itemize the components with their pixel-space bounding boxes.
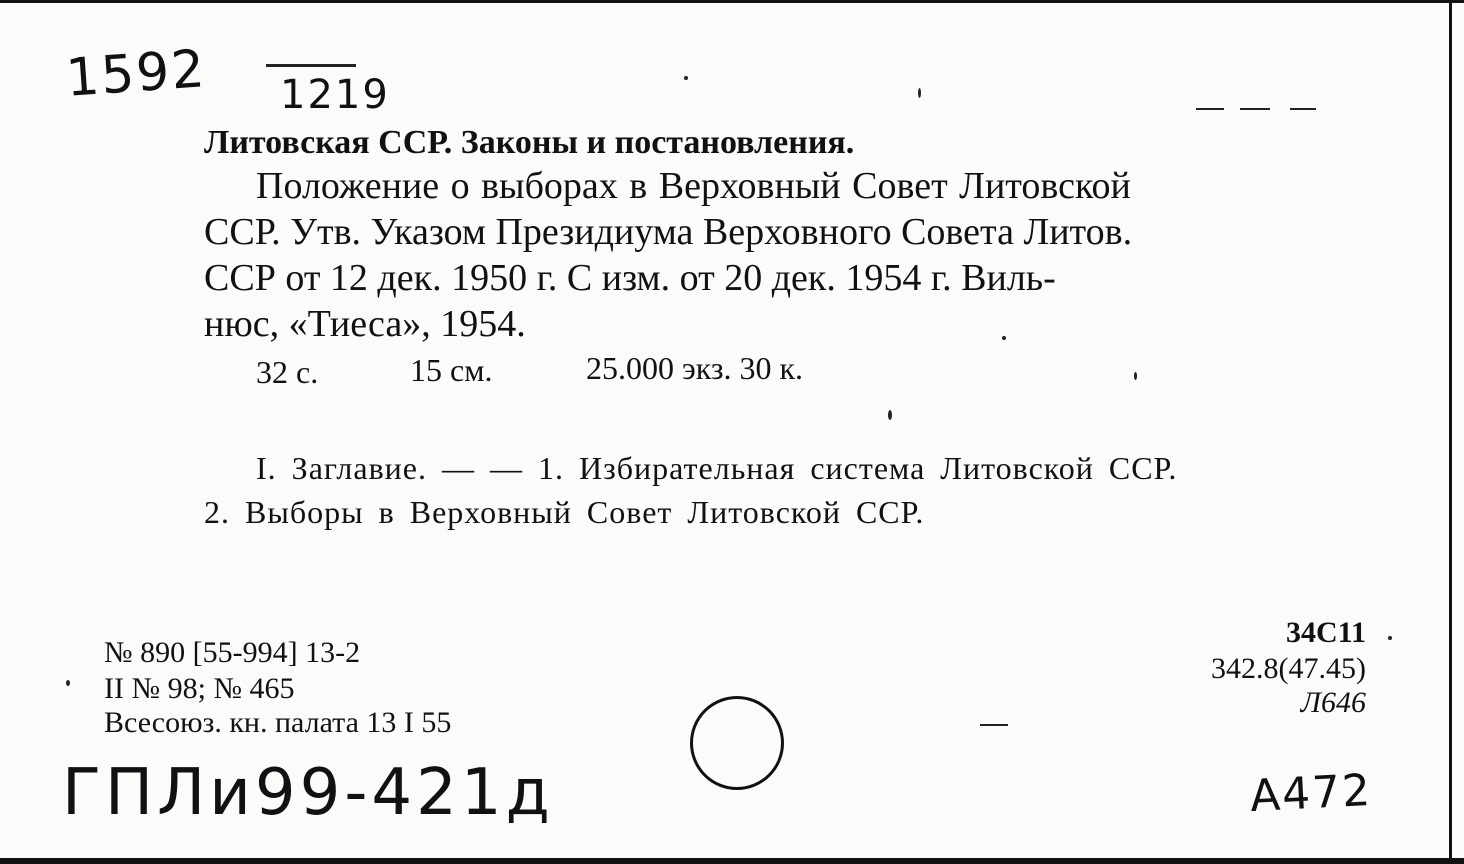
handwritten-inventory-number: ГПЛи99-421д: [62, 756, 554, 830]
card-bottom-edge: [0, 858, 1464, 864]
stamp-circle-icon: [690, 696, 784, 790]
handwritten-fraction: 1219: [280, 72, 390, 118]
size: 15 см.: [410, 352, 493, 388]
card-heading: Литовская ССР. Законы и постановления.: [204, 124, 855, 161]
scan-speck: [918, 88, 921, 98]
classification-code-1: 34С11: [1285, 616, 1366, 649]
subject-line-2: 2. Выборы в Верховный Совет Литовской ССР.: [204, 494, 925, 530]
subject-line-1: I. Заглавие. — — 1. Избирательная система Литовской ССР.: [256, 450, 1178, 486]
scan-dash: [1196, 108, 1224, 110]
scan-speck: [66, 680, 70, 686]
body-line-3: ССР от 12 дек. 1950 г. С изм. от 20 дек. 1954 г. Виль-: [204, 257, 1056, 299]
print-run: 25.000 экз. 30 к.: [586, 350, 804, 386]
scan-speck: [684, 76, 688, 80]
scan-speck: [888, 410, 892, 420]
pages: 32 с.: [256, 354, 319, 390]
scan-speck: [1134, 372, 1137, 380]
fraction-bar: [266, 64, 356, 67]
registry-line-1: № 890 [55-994] 13-2: [104, 636, 361, 669]
scan-speck: [1388, 636, 1392, 640]
classification-code-2: 342.8(47.45): [1211, 652, 1366, 685]
card-right-edge: [1449, 0, 1452, 864]
scan-dash: [980, 724, 1008, 726]
card-top-edge: [0, 0, 1464, 3]
scan-dash: [1240, 108, 1270, 110]
handwritten-code: А472: [1248, 764, 1374, 823]
body-line-1: Положение о выборах в Верховный Совет Литовской: [256, 165, 1131, 207]
scan-dash: [1290, 108, 1316, 110]
classification-code-3: Л646: [1300, 686, 1366, 719]
scan-speck: [1002, 336, 1006, 340]
body-line-4: нюс, «Тиеса», 1954.: [204, 303, 526, 345]
registry-line-2: II № 98; № 465: [104, 672, 295, 705]
body-line-2: ССР. Утв. Указом Президиума Верховного Совета Литов.: [204, 211, 1133, 253]
handwritten-shelf-number: 1592: [64, 39, 209, 109]
registry-line-3: Всесоюз. кн. палата 13 I 55: [104, 706, 452, 739]
